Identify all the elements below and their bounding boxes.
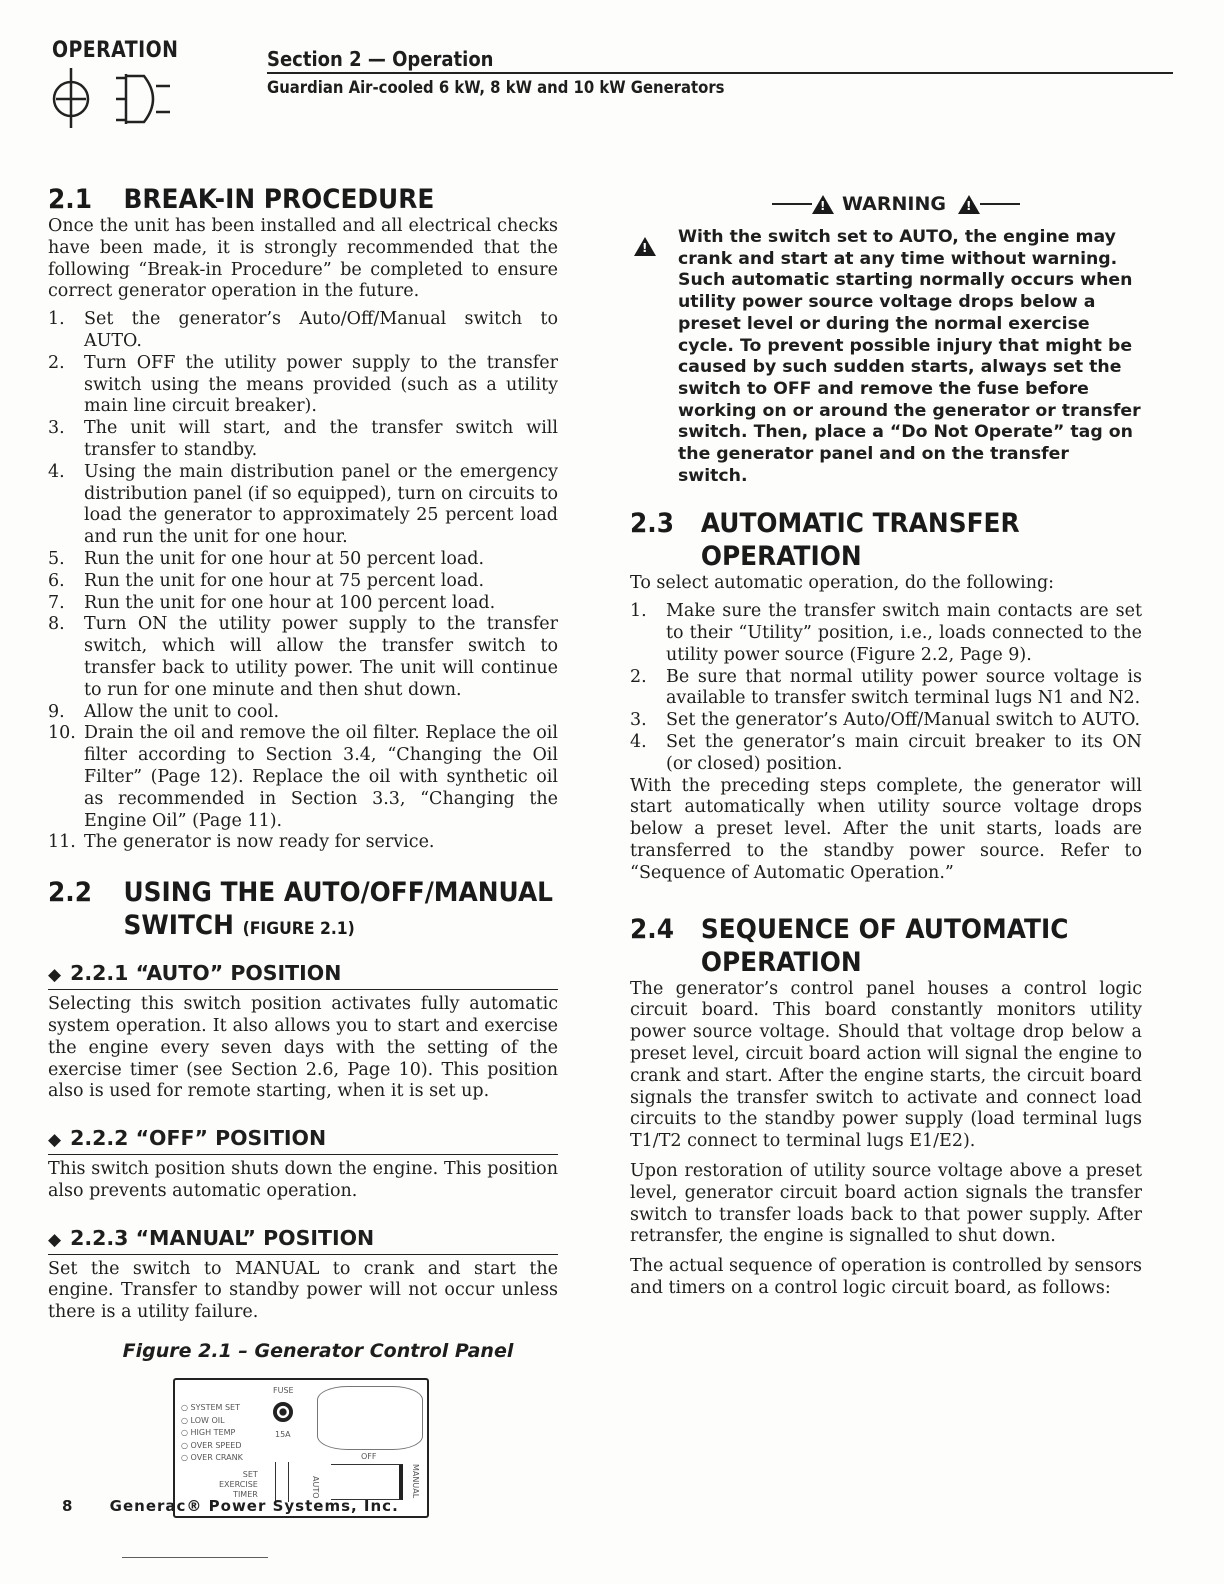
- diamond-bullet-icon: ◆: [48, 1130, 62, 1151]
- sequence-paragraph-2: Upon restoration of utility source voltage above a preset level, generator circuit board action signals the transfer switch to transfer loads back to that power supply. After retransfer, the engine is signalled to shut down.: [630, 1160, 1142, 1247]
- list-item-text: The unit will start, and the transfer switch will transfer to standby.: [84, 418, 558, 460]
- panel-manual-label: MANUAL: [411, 1464, 420, 1499]
- list-item: [48, 353, 558, 418]
- heading-title: SEQUENCE OF AUTOMATIC OPERATION: [700, 913, 1069, 978]
- panel-fuse-label: FUSE: [273, 1386, 294, 1396]
- list-item: [630, 732, 1142, 776]
- figure-caption: Figure 2.1 – Generator Control Panel: [122, 1340, 514, 1363]
- list-item-number: 7.: [48, 592, 65, 613]
- list-item-number: 5.: [48, 548, 65, 569]
- fuse-holder: [273, 1402, 293, 1422]
- list-item-text: The generator is now ready for service.: [84, 832, 435, 853]
- warning-label: WARNING: [842, 193, 946, 215]
- list-item-text: Set the generator’s Auto/Off/Manual switch to AUTO.: [84, 309, 558, 351]
- figure-ref: (FIGURE 2.1): [242, 919, 355, 940]
- led-over-crank: ○ OVER CRANK: [181, 1453, 243, 1463]
- list-item-number: 10.: [48, 723, 76, 744]
- diamond-bullet-icon: ◆: [48, 965, 62, 986]
- page-number: 8: [62, 1497, 74, 1515]
- heading-2-3: [630, 507, 1139, 573]
- heading-manual-position: [48, 1225, 558, 1255]
- heading-manual-text: 2.2.3 “MANUAL” POSITION: [70, 1225, 375, 1250]
- auto-transfer-intro: To select automatic operation, do the following:: [630, 573, 1055, 594]
- list-item-text: Turn OFF the utility power supply to the transfer switch using the means provided (such as a utility main line circuit breaker).: [84, 352, 558, 417]
- warning-text: With the switch set to AUTO, the engine may crank and start at any time without warning. Such automatic starting normally occurs when utility power source voltage drops below a preset level or during the normal exercise cycle. To prevent possible injury that might be caused by such sudden starts, always set the switch to OFF and remove the fuse before working on or around the generator or transfer switch. Then, place a “Do Not Operate” tag on the generator panel and on the transfer switch.: [678, 227, 1141, 486]
- list-item-text: Run the unit for one hour at 50 percent load.: [84, 548, 485, 569]
- heading-number: 2.4: [630, 913, 675, 945]
- warning-dash: [772, 203, 812, 205]
- heading-number: 2.3: [630, 508, 675, 540]
- manual-position-text: Set the switch to MANUAL to crank and start the engine. Transfer to standby power will not occur unless there is a utility failure.: [48, 1258, 558, 1323]
- list-item-number: 4.: [630, 732, 647, 753]
- heading-number: 2.1: [48, 184, 93, 215]
- exercise-label-3: TIMER: [233, 1490, 258, 1500]
- right-column: [630, 183, 1142, 1300]
- heading-title-text: USING THE AUTO/OFF/MANUAL SWITCH: [123, 877, 554, 942]
- led-over-speed: ○ OVER SPEED: [181, 1440, 242, 1450]
- auto-off-manual-switch: [331, 1464, 403, 1500]
- operation-symbol-icon: [52, 68, 182, 130]
- exercise-label-1: SET: [242, 1470, 258, 1480]
- list-item: [48, 571, 558, 593]
- panel-led-list: [181, 1402, 243, 1465]
- list-item: [48, 309, 558, 353]
- list-item-text: Run the unit for one hour at 75 percent load.: [84, 570, 485, 591]
- heading-title: [123, 876, 554, 946]
- operation-label: OPERATION: [52, 38, 179, 63]
- heading-title: BREAK-IN PROCEDURE: [123, 184, 435, 215]
- list-item-number: 2.: [630, 666, 647, 687]
- list-item-number: 4.: [48, 461, 65, 482]
- panel-auto-label: AUTO: [311, 1476, 320, 1499]
- list-item-number: 8.: [48, 614, 65, 635]
- list-item-text: Be sure that normal utility power source voltage is available to transfer switch terminal lugs N1 and N2.: [666, 666, 1142, 709]
- led-system-set: ○ SYSTEM SET: [181, 1403, 240, 1413]
- list-item-number: 3.: [48, 418, 65, 439]
- led-label: OVER CRANK: [190, 1453, 243, 1463]
- warning-box: [630, 227, 1142, 487]
- break-in-intro: Once the unit has been installed and all electrical checks have been made, it is strongly recommended that the following “Break-in Procedure” be completed to ensure correct generator operation in the future.: [48, 216, 558, 302]
- list-item-text: Turn ON the utility power supply to the transfer switch, which will allow the transfer switch to transfer back to utility power. The unit will continue to run for one minute and then shut down.: [84, 614, 558, 700]
- heading-auto-position: [48, 960, 558, 990]
- footer-company: Generac® Power Systems, Inc.: [109, 1497, 399, 1515]
- list-item-text: Set the generator’s Auto/Off/Manual switch to AUTO.: [666, 710, 1141, 731]
- diamond-bullet-icon: ◆: [48, 1229, 62, 1250]
- led-low-oil: ○ LOW OIL: [181, 1415, 225, 1425]
- warning-dash: [980, 203, 1020, 205]
- heading-off-position: [48, 1125, 558, 1155]
- heading-off-text: 2.2.2 “OFF” POSITION: [70, 1126, 327, 1151]
- page-footer: [62, 1497, 399, 1515]
- list-item: [48, 832, 558, 854]
- list-item: [630, 601, 1142, 666]
- heading-auto-text: 2.2.1 “AUTO” POSITION: [70, 961, 342, 986]
- list-item-number: 6.: [48, 570, 65, 591]
- list-item-text: Allow the unit to cool.: [84, 701, 280, 722]
- list-item: [48, 549, 558, 571]
- panel-off-label: OFF: [361, 1452, 377, 1462]
- auto-transfer-outro: With the preceding steps complete, the generator will start automatically when utility source voltage drops below a preset level. After the unit starts, loads are transferred to the standby power source. Refer to “Sequence of Automatic Operation.”: [630, 775, 1142, 883]
- section-title: Section 2 — Operation: [267, 47, 494, 71]
- list-item: [630, 667, 1142, 711]
- list-item-number: 9.: [48, 701, 65, 722]
- warning-title: [630, 193, 1142, 215]
- sequence-paragraph-1: The generator’s control panel houses a control logic circuit board. This board constantly monitors utility power source voltage. Should that voltage drop below a preset level, circuit board action will signal the engine to crank and start. After the engine starts, the circuit board signals the transfer switch to activate and connect load circuits to the standby power supply (load terminal lugs T1/T2 connect to terminal lugs E1/E2).: [630, 978, 1142, 1152]
- auto-transfer-steps: [630, 601, 1142, 775]
- left-column: [48, 183, 558, 1518]
- exercise-timer-label: [219, 1470, 258, 1500]
- sequence-paragraph-3: The actual sequence of operation is controlled by sensors and timers on a control logic circuit board, as follows:: [630, 1256, 1142, 1298]
- warning-triangle-icon: [958, 195, 980, 214]
- list-item-number: 2.: [48, 352, 65, 373]
- warning-triangle-icon: [634, 237, 656, 256]
- warning-side: [630, 227, 678, 487]
- header-rule: [267, 72, 1173, 74]
- breaker-window: [317, 1386, 423, 1450]
- auto-position-text: Selecting this switch position activates fully automatic system operation. It also allows you to start and exercise the engine every seven days with the setting of the exercise timer (see Section 2.6, Page 10). This position also is used for remote starting, when it is set up.: [48, 994, 558, 1102]
- heading-2-4: [630, 913, 1139, 979]
- list-item-text: Set the generator’s main circuit breaker to its ON (or closed) position.: [666, 732, 1142, 774]
- list-item: [48, 723, 558, 832]
- list-item: [48, 614, 558, 701]
- panel-amp-label: 15A: [275, 1430, 291, 1440]
- led-label: SYSTEM SET: [190, 1403, 240, 1413]
- off-position-text: This switch position shuts down the engine. This position also prevents automatic operation.: [48, 1159, 558, 1201]
- led-label: HIGH TEMP: [190, 1428, 236, 1438]
- led-label: OVER SPEED: [190, 1440, 242, 1450]
- list-item-text: Using the main distribution panel or the emergency distribution panel (if so equipped), turn on circuits to load the generator to approximately 25 percent load and run the unit for one hour.: [84, 461, 559, 548]
- list-item: [48, 702, 558, 724]
- list-item-number: 1.: [48, 309, 65, 330]
- list-item: [48, 462, 558, 549]
- footer-decorative-line: [122, 1557, 268, 1558]
- list-item-text: Run the unit for one hour at 100 percent load.: [84, 592, 496, 613]
- list-item: [48, 418, 558, 462]
- led-high-temp: ○ HIGH TEMP: [181, 1428, 236, 1438]
- break-in-steps: [48, 309, 558, 854]
- heading-2-1: [48, 183, 555, 216]
- list-item-number: 11.: [48, 832, 76, 853]
- exercise-label-2: EXERCISE: [219, 1480, 258, 1490]
- section-subtitle: Guardian Air-cooled 6 kW, 8 kW and 10 kW Generators: [267, 78, 725, 97]
- led-label: LOW OIL: [190, 1415, 225, 1425]
- warning-triangle-icon: [812, 195, 834, 214]
- list-item-text: Make sure the transfer switch main contacts are set to their “Utility” position, i.e., loads connected to the utility power source (Figure 2.2, Page 9).: [666, 601, 1142, 665]
- heading-number: 2.2: [48, 877, 93, 909]
- list-item-number: 1.: [630, 601, 647, 622]
- list-item: [48, 593, 558, 615]
- heading-title: AUTOMATIC TRANSFER OPERATION: [700, 508, 1020, 573]
- heading-2-2: [48, 876, 555, 946]
- list-item-text: Drain the oil and remove the oil filter. Replace the oil filter according to Section 3.4, “Changing the Oil Filter” (Page 12). Replace the oil with synthetic oil as recommended in Section 3.3, “Changing the Engine Oil” (Page 11).: [84, 723, 558, 831]
- list-item-number: 3.: [630, 710, 647, 731]
- list-item: [630, 710, 1142, 732]
